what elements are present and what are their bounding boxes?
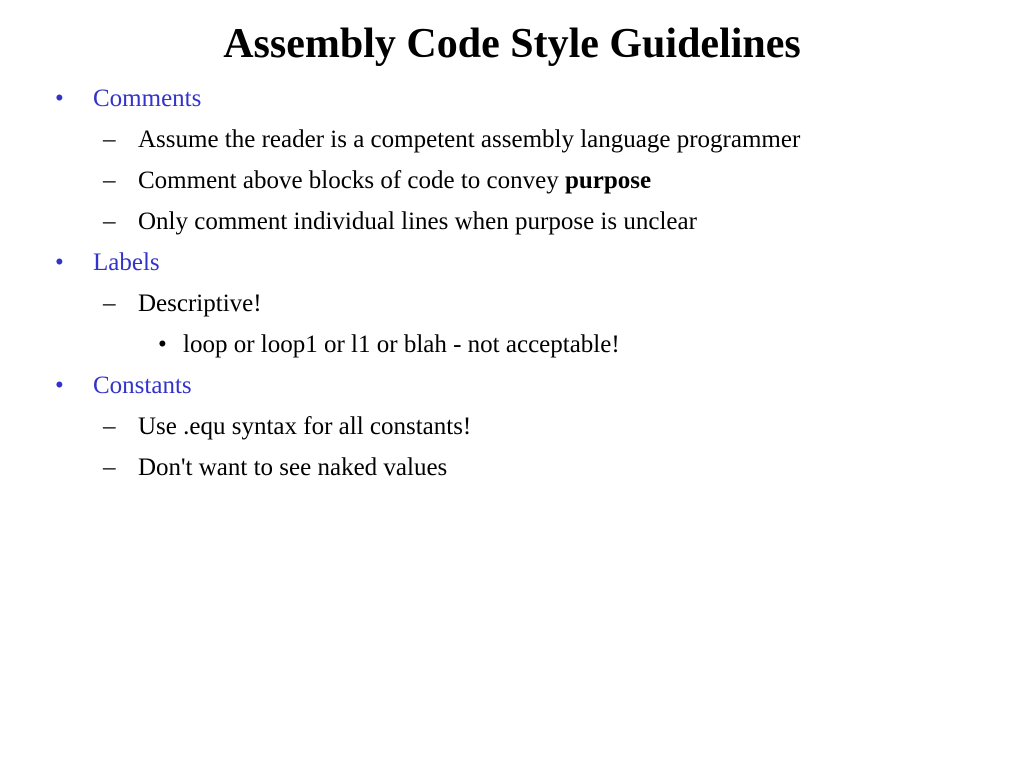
section-heading: Constants (93, 372, 192, 399)
sub-item-text-plain: Comment above blocks of code to convey (138, 167, 565, 194)
sub-item (0, 410, 1024, 451)
sub-item (0, 205, 1024, 246)
bullet-icon: • (158, 331, 167, 358)
slide-title: Assembly Code Style Guidelines (223, 21, 801, 67)
sub-item-text: Use .equ syntax for all constants! (138, 413, 472, 440)
sub-item-text: Assume the reader is a competent assembly language programmer (138, 126, 801, 153)
sub-item-text: Descriptive! (138, 290, 262, 317)
sub-item (0, 164, 1024, 205)
bullet-labels (0, 246, 1024, 287)
dash-icon: – (103, 413, 116, 440)
dash-icon: – (103, 454, 116, 481)
section-heading: Labels (93, 249, 160, 276)
emphasis-purpose: purpose (564, 167, 652, 194)
bullet-constants (0, 369, 1024, 410)
sub-sub-item (0, 328, 1024, 369)
bullet-icon: • (55, 85, 64, 112)
slide-content (0, 82, 1024, 492)
bullet-comments (0, 82, 1024, 123)
sub-item (0, 451, 1024, 492)
section-heading: Comments (93, 85, 202, 112)
sub-item-text: Don't want to see naked values (138, 454, 448, 481)
sub-item (0, 287, 1024, 328)
sub-sub-item-text: loop or loop1 or l1 or blah - not acceptable! (183, 331, 620, 358)
sub-item-text: Only comment individual lines when purpose is unclear (138, 208, 697, 235)
bullet-icon: • (55, 249, 64, 276)
dash-icon: – (103, 208, 116, 235)
bullet-icon: • (55, 372, 64, 399)
sub-item-text (138, 164, 651, 198)
dash-icon: – (103, 290, 116, 317)
sub-item (0, 123, 1024, 164)
dash-icon: – (103, 126, 116, 153)
dash-icon: – (103, 167, 116, 194)
